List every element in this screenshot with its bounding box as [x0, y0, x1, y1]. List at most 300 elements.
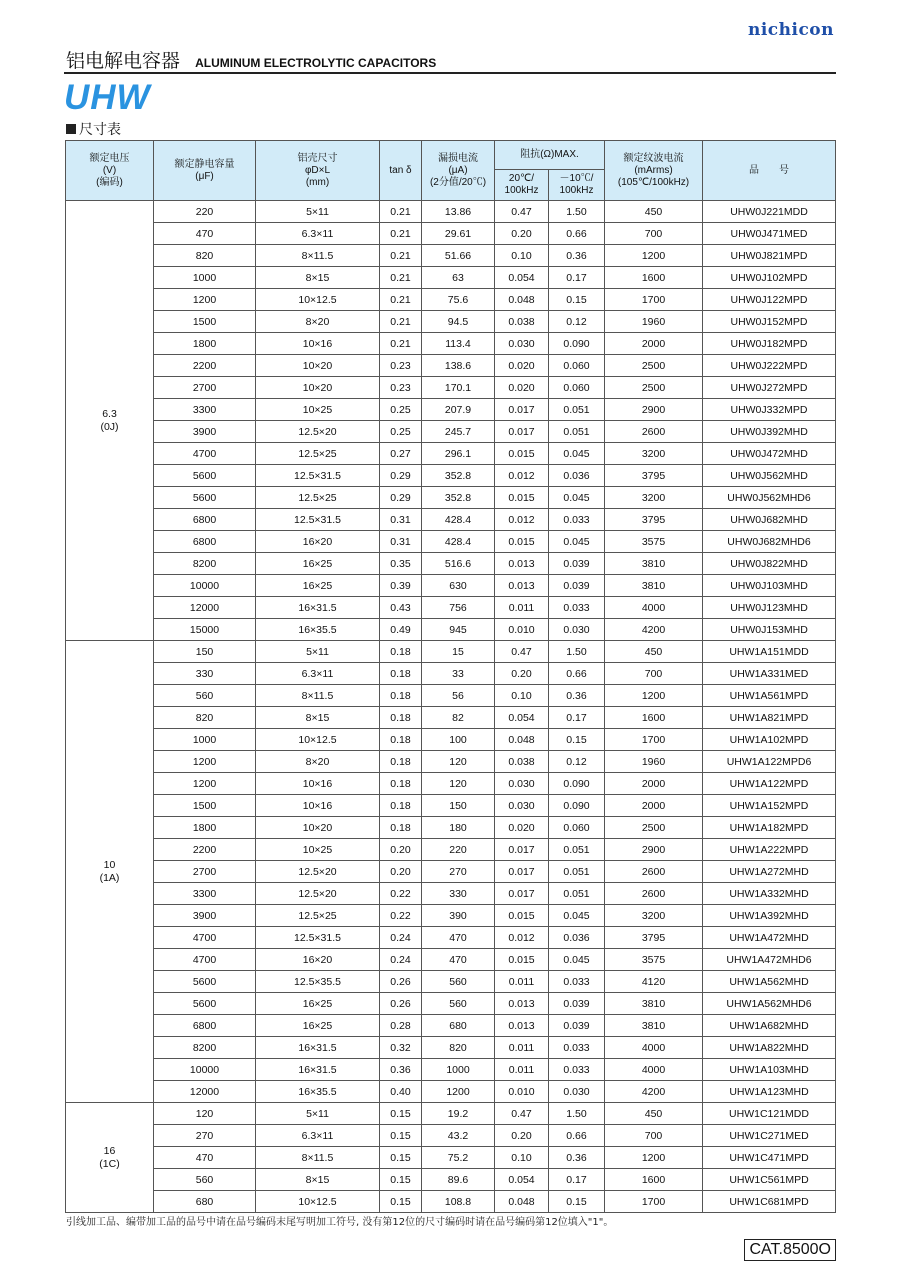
ripple-current-cell: 2000: [605, 795, 703, 817]
capacitance-cell: 1800: [154, 333, 256, 355]
voltage-value: 16: [103, 1144, 116, 1157]
table-row: [66, 795, 836, 817]
table-row: [66, 685, 836, 707]
impedance-minus10c-cell: 0.051: [549, 421, 605, 443]
impedance-20c-cell: 0.015: [495, 531, 549, 553]
impedance-minus10c-cell: 0.030: [549, 1081, 605, 1103]
impedance-20c-cell: 0.47: [495, 641, 549, 663]
table-row: [66, 619, 836, 641]
leakage-current-cell: 330: [422, 883, 495, 905]
case-size-cell: 10×25: [256, 399, 380, 421]
capacitance-cell: 4700: [154, 949, 256, 971]
ripple-current-cell: 1600: [605, 1169, 703, 1191]
table-row: [66, 487, 836, 509]
leakage-current-cell: 428.4: [422, 531, 495, 553]
capacitance-cell: 220: [154, 201, 256, 223]
capacitance-cell: 5600: [154, 465, 256, 487]
tan-delta-cell: 0.24: [380, 949, 422, 971]
tan-delta-cell: 0.21: [380, 267, 422, 289]
case-size-cell: 12.5×20: [256, 883, 380, 905]
tan-delta-cell: 0.18: [380, 795, 422, 817]
col-header-ripple: 额定纹波电流 (mArms) (105℃/100kHz): [605, 141, 703, 201]
part-number-cell: UHW1C271MED: [703, 1125, 836, 1147]
case-size-cell: 8×11.5: [256, 685, 380, 707]
ripple-current-cell: 2900: [605, 399, 703, 421]
capacitance-cell: 5600: [154, 993, 256, 1015]
ripple-current-cell: 2500: [605, 377, 703, 399]
capacitance-cell: 680: [154, 1191, 256, 1213]
part-number-cell: UHW1C121MDD: [703, 1103, 836, 1125]
part-number-cell: UHW1A392MHD: [703, 905, 836, 927]
capacitance-cell: 3900: [154, 421, 256, 443]
ripple-current-cell: 1700: [605, 289, 703, 311]
leakage-current-cell: 19.2: [422, 1103, 495, 1125]
case-size-cell: 8×15: [256, 1169, 380, 1191]
impedance-minus10c-cell: 0.36: [549, 685, 605, 707]
ripple-current-cell: 2000: [605, 333, 703, 355]
ripple-current-cell: 4120: [605, 971, 703, 993]
leakage-current-cell: 220: [422, 839, 495, 861]
impedance-minus10c-cell: 0.039: [549, 553, 605, 575]
leakage-current-cell: 75.2: [422, 1147, 495, 1169]
case-size-cell: 16×25: [256, 553, 380, 575]
case-size-cell: 16×31.5: [256, 1037, 380, 1059]
case-size-cell: 5×11: [256, 201, 380, 223]
tan-delta-cell: 0.29: [380, 487, 422, 509]
voltage-code: (0J): [100, 420, 119, 433]
impedance-minus10c-cell: 0.036: [549, 927, 605, 949]
voltage-code: (1C): [99, 1157, 120, 1170]
case-size-cell: 16×20: [256, 949, 380, 971]
case-size-cell: 5×11: [256, 1103, 380, 1125]
case-size-cell: 6.3×11: [256, 1125, 380, 1147]
tan-delta-cell: 0.31: [380, 531, 422, 553]
tan-delta-cell: 0.36: [380, 1059, 422, 1081]
case-size-cell: 8×20: [256, 751, 380, 773]
case-size-cell: 10×20: [256, 377, 380, 399]
leakage-current-cell: 51.66: [422, 245, 495, 267]
part-number-cell: UHW0J562MHD: [703, 465, 836, 487]
impedance-20c-cell: 0.015: [495, 487, 549, 509]
part-number-cell: UHW1A562MHD6: [703, 993, 836, 1015]
part-number-cell: UHW1C471MPD: [703, 1147, 836, 1169]
impedance-minus10c-cell: 0.030: [549, 619, 605, 641]
capacitance-cell: 4700: [154, 443, 256, 465]
impedance-minus10c-cell: 0.090: [549, 773, 605, 795]
impedance-20c-cell: 0.10: [495, 685, 549, 707]
part-number-cell: UHW1A332MHD: [703, 883, 836, 905]
col-header-impedance: 阻抗(Ω)MAX.: [495, 141, 605, 170]
impedance-minus10c-cell: 0.36: [549, 1147, 605, 1169]
impedance-20c-cell: 0.020: [495, 377, 549, 399]
impedance-20c-cell: 0.012: [495, 509, 549, 531]
impedance-minus10c-cell: 0.15: [549, 289, 605, 311]
voltage-group-cell: [66, 201, 154, 641]
case-size-cell: 12.5×31.5: [256, 465, 380, 487]
capacitance-cell: 1200: [154, 773, 256, 795]
impedance-minus10c-cell: 0.15: [549, 1191, 605, 1213]
case-size-cell: 12.5×20: [256, 421, 380, 443]
capacitance-cell: 12000: [154, 1081, 256, 1103]
part-number-cell: UHW0J682MHD: [703, 509, 836, 531]
impedance-20c-cell: 0.048: [495, 1191, 549, 1213]
part-number-cell: UHW1A151MDD: [703, 641, 836, 663]
ripple-current-cell: 3810: [605, 575, 703, 597]
table-row: [66, 465, 836, 487]
impedance-minus10c-cell: 0.051: [549, 861, 605, 883]
table-row: [66, 817, 836, 839]
table-row: [66, 773, 836, 795]
leakage-current-cell: 75.6: [422, 289, 495, 311]
leakage-current-cell: 94.5: [422, 311, 495, 333]
impedance-minus10c-cell: 0.033: [549, 1037, 605, 1059]
impedance-minus10c-cell: 0.060: [549, 817, 605, 839]
impedance-minus10c-cell: 0.060: [549, 377, 605, 399]
case-size-cell: 10×12.5: [256, 289, 380, 311]
table-row: [66, 333, 836, 355]
capacitance-cell: 3300: [154, 399, 256, 421]
case-size-cell: 12.5×25: [256, 487, 380, 509]
voltage-value: 10: [103, 858, 116, 871]
impedance-minus10c-cell: 1.50: [549, 1103, 605, 1125]
impedance-20c-cell: 0.47: [495, 1103, 549, 1125]
tan-delta-cell: 0.18: [380, 663, 422, 685]
table-row: [66, 905, 836, 927]
tan-delta-cell: 0.25: [380, 399, 422, 421]
part-number-cell: UHW1A562MHD: [703, 971, 836, 993]
impedance-20c-cell: 0.011: [495, 1037, 549, 1059]
impedance-20c-cell: 0.010: [495, 619, 549, 641]
capacitance-cell: 10000: [154, 1059, 256, 1081]
voltage-value: 6.3: [102, 407, 117, 420]
capacitance-cell: 470: [154, 223, 256, 245]
impedance-20c-cell: 0.017: [495, 421, 549, 443]
table-row: [66, 355, 836, 377]
impedance-minus10c-cell: 0.036: [549, 465, 605, 487]
part-number-cell: UHW0J102MPD: [703, 267, 836, 289]
part-number-cell: UHW1C681MPD: [703, 1191, 836, 1213]
case-size-cell: 10×25: [256, 839, 380, 861]
leakage-current-cell: 1200: [422, 1081, 495, 1103]
part-number-cell: UHW1A272MHD: [703, 861, 836, 883]
case-size-cell: 16×35.5: [256, 1081, 380, 1103]
leakage-current-cell: 100: [422, 729, 495, 751]
square-bullet-icon: [66, 124, 76, 134]
case-size-cell: 12.5×25: [256, 443, 380, 465]
part-number-cell: UHW1A821MPD: [703, 707, 836, 729]
capacitance-cell: 6800: [154, 1015, 256, 1037]
capacitance-cell: 470: [154, 1147, 256, 1169]
part-number-cell: UHW1C561MPD: [703, 1169, 836, 1191]
leakage-current-cell: 756: [422, 597, 495, 619]
table-row: [66, 443, 836, 465]
impedance-minus10c-cell: 0.66: [549, 663, 605, 685]
part-number-cell: UHW1A222MPD: [703, 839, 836, 861]
ripple-current-cell: 1960: [605, 311, 703, 333]
tan-delta-cell: 0.31: [380, 509, 422, 531]
table-row: [66, 751, 836, 773]
capacitance-cell: 6800: [154, 531, 256, 553]
capacitance-cell: 4700: [154, 927, 256, 949]
leakage-current-cell: 180: [422, 817, 495, 839]
table-row: [66, 641, 836, 663]
impedance-20c-cell: 0.013: [495, 553, 549, 575]
part-number-cell: UHW1A331MED: [703, 663, 836, 685]
leakage-current-cell: 56: [422, 685, 495, 707]
col-header-case-size: 铝壳尺寸 φD×L (mm): [256, 141, 380, 201]
part-number-cell: UHW0J221MDD: [703, 201, 836, 223]
ripple-current-cell: 700: [605, 663, 703, 685]
capacitance-cell: 820: [154, 245, 256, 267]
tan-delta-cell: 0.15: [380, 1147, 422, 1169]
part-number-cell: UHW0J822MHD: [703, 553, 836, 575]
table-header: [66, 141, 836, 201]
impedance-20c-cell: 0.020: [495, 355, 549, 377]
ripple-current-cell: 4000: [605, 1037, 703, 1059]
impedance-minus10c-cell: 0.17: [549, 707, 605, 729]
impedance-minus10c-cell: 0.17: [549, 267, 605, 289]
part-number-cell: UHW0J103MHD: [703, 575, 836, 597]
impedance-20c-cell: 0.017: [495, 883, 549, 905]
case-size-cell: 16×20: [256, 531, 380, 553]
voltage-code: (1A): [99, 871, 120, 884]
impedance-minus10c-cell: 0.045: [549, 443, 605, 465]
impedance-20c-cell: 0.030: [495, 773, 549, 795]
table-row: [66, 1081, 836, 1103]
impedance-minus10c-cell: 0.090: [549, 795, 605, 817]
case-size-cell: 12.5×35.5: [256, 971, 380, 993]
impedance-minus10c-cell: 0.66: [549, 1125, 605, 1147]
capacitance-cell: 270: [154, 1125, 256, 1147]
impedance-minus10c-cell: 0.039: [549, 1015, 605, 1037]
leakage-current-cell: 82: [422, 707, 495, 729]
ripple-current-cell: 4000: [605, 1059, 703, 1081]
case-size-cell: 6.3×11: [256, 663, 380, 685]
part-number-cell: UHW1A822MHD: [703, 1037, 836, 1059]
tan-delta-cell: 0.43: [380, 597, 422, 619]
impedance-20c-cell: 0.038: [495, 751, 549, 773]
ripple-current-cell: 4200: [605, 1081, 703, 1103]
capacitance-cell: 8200: [154, 553, 256, 575]
impedance-20c-cell: 0.015: [495, 905, 549, 927]
tan-delta-cell: 0.49: [380, 619, 422, 641]
leakage-current-cell: 15: [422, 641, 495, 663]
capacitance-cell: 560: [154, 1169, 256, 1191]
capacitance-cell: 5600: [154, 971, 256, 993]
ripple-current-cell: 450: [605, 641, 703, 663]
table-row: [66, 575, 836, 597]
col-header-part-number: 品 号: [703, 141, 836, 201]
ripple-current-cell: 4200: [605, 619, 703, 641]
part-number-cell: UHW0J222MPD: [703, 355, 836, 377]
ripple-current-cell: 3810: [605, 1015, 703, 1037]
capacitance-cell: 10000: [154, 575, 256, 597]
table-row: [66, 861, 836, 883]
impedance-20c-cell: 0.47: [495, 201, 549, 223]
table-row: [66, 399, 836, 421]
impedance-minus10c-cell: 0.039: [549, 993, 605, 1015]
impedance-minus10c-cell: 0.033: [549, 1059, 605, 1081]
tan-delta-cell: 0.40: [380, 1081, 422, 1103]
case-size-cell: 16×25: [256, 575, 380, 597]
table-row: [66, 707, 836, 729]
case-size-cell: 16×31.5: [256, 1059, 380, 1081]
capacitance-cell: 560: [154, 685, 256, 707]
ripple-current-cell: 1960: [605, 751, 703, 773]
table-row: [66, 663, 836, 685]
tan-delta-cell: 0.18: [380, 707, 422, 729]
impedance-20c-cell: 0.20: [495, 1125, 549, 1147]
capacitance-cell: 1500: [154, 795, 256, 817]
tan-delta-cell: 0.35: [380, 553, 422, 575]
ripple-current-cell: 450: [605, 1103, 703, 1125]
impedance-minus10c-cell: 0.051: [549, 883, 605, 905]
capacitance-cell: 1500: [154, 311, 256, 333]
case-size-cell: 12.5×31.5: [256, 927, 380, 949]
table-row: [66, 289, 836, 311]
ripple-current-cell: 4000: [605, 597, 703, 619]
leakage-current-cell: 470: [422, 949, 495, 971]
part-number-cell: UHW0J123MHD: [703, 597, 836, 619]
ripple-current-cell: 1200: [605, 245, 703, 267]
table-row: [66, 421, 836, 443]
case-size-cell: 8×15: [256, 267, 380, 289]
ripple-current-cell: 2600: [605, 421, 703, 443]
tan-delta-cell: 0.20: [380, 839, 422, 861]
leakage-current-cell: 352.8: [422, 487, 495, 509]
table-row: [66, 377, 836, 399]
part-number-cell: UHW0J392MHD: [703, 421, 836, 443]
leakage-current-cell: 390: [422, 905, 495, 927]
leakage-current-cell: 63: [422, 267, 495, 289]
voltage-group-cell: [66, 1103, 154, 1213]
table-row: [66, 1125, 836, 1147]
leakage-current-cell: 29.61: [422, 223, 495, 245]
impedance-20c-cell: 0.012: [495, 927, 549, 949]
leakage-current-cell: 352.8: [422, 465, 495, 487]
tan-delta-cell: 0.18: [380, 773, 422, 795]
case-size-cell: 10×20: [256, 355, 380, 377]
leakage-current-cell: 516.6: [422, 553, 495, 575]
leakage-current-cell: 33: [422, 663, 495, 685]
col-header-impedance-20c: 20℃/ 100kHz: [495, 170, 549, 201]
case-size-cell: 5×11: [256, 641, 380, 663]
table-row: [66, 311, 836, 333]
capacitance-cell: 1800: [154, 817, 256, 839]
table-body: [66, 201, 836, 1213]
case-size-cell: 12.5×25: [256, 905, 380, 927]
capacitance-cell: 15000: [154, 619, 256, 641]
page-title-english: ALUMINUM ELECTROLYTIC CAPACITORS: [195, 56, 437, 70]
table-row: [66, 1147, 836, 1169]
leakage-current-cell: 138.6: [422, 355, 495, 377]
capacitance-cell: 6800: [154, 509, 256, 531]
leakage-current-cell: 270: [422, 861, 495, 883]
col-header-tan-delta: tan δ: [380, 141, 422, 201]
tan-delta-cell: 0.15: [380, 1169, 422, 1191]
table-row: [66, 1169, 836, 1191]
tan-delta-cell: 0.25: [380, 421, 422, 443]
impedance-20c-cell: 0.030: [495, 333, 549, 355]
impedance-minus10c-cell: 0.17: [549, 1169, 605, 1191]
ripple-current-cell: 3575: [605, 949, 703, 971]
table-row: [66, 927, 836, 949]
part-number-cell: UHW0J182MPD: [703, 333, 836, 355]
part-number-cell: UHW1A472MHD: [703, 927, 836, 949]
dimension-table: [65, 140, 836, 1213]
part-number-cell: UHW0J821MPD: [703, 245, 836, 267]
part-number-cell: UHW1A122MPD: [703, 773, 836, 795]
impedance-minus10c-cell: 0.051: [549, 839, 605, 861]
capacitance-cell: 12000: [154, 597, 256, 619]
ripple-current-cell: 2600: [605, 883, 703, 905]
ripple-current-cell: 3810: [605, 993, 703, 1015]
tan-delta-cell: 0.18: [380, 751, 422, 773]
impedance-20c-cell: 0.048: [495, 289, 549, 311]
tan-delta-cell: 0.20: [380, 861, 422, 883]
table-row: [66, 729, 836, 751]
table-row: [66, 223, 836, 245]
leakage-current-cell: 630: [422, 575, 495, 597]
impedance-20c-cell: 0.011: [495, 1059, 549, 1081]
tan-delta-cell: 0.21: [380, 201, 422, 223]
page-title-chinese: 铝电解电容器: [66, 50, 181, 72]
impedance-minus10c-cell: 0.66: [549, 223, 605, 245]
tan-delta-cell: 0.18: [380, 685, 422, 707]
impedance-minus10c-cell: 0.045: [549, 905, 605, 927]
tan-delta-cell: 0.23: [380, 377, 422, 399]
impedance-20c-cell: 0.20: [495, 663, 549, 685]
impedance-20c-cell: 0.017: [495, 861, 549, 883]
series-name: UHW: [64, 78, 151, 117]
catalog-number: CAT.8500O: [744, 1239, 836, 1261]
ripple-current-cell: 3795: [605, 465, 703, 487]
impedance-minus10c-cell: 0.033: [549, 509, 605, 531]
impedance-20c-cell: 0.017: [495, 399, 549, 421]
tan-delta-cell: 0.24: [380, 927, 422, 949]
impedance-minus10c-cell: 0.045: [549, 531, 605, 553]
case-size-cell: 16×31.5: [256, 597, 380, 619]
ripple-current-cell: 3795: [605, 509, 703, 531]
impedance-20c-cell: 0.015: [495, 443, 549, 465]
leakage-current-cell: 13.86: [422, 201, 495, 223]
ripple-current-cell: 1600: [605, 707, 703, 729]
ripple-current-cell: 3575: [605, 531, 703, 553]
part-number-cell: UHW0J562MHD6: [703, 487, 836, 509]
capacitance-cell: 5600: [154, 487, 256, 509]
ripple-current-cell: 3200: [605, 487, 703, 509]
leakage-current-cell: 296.1: [422, 443, 495, 465]
ripple-current-cell: 1600: [605, 267, 703, 289]
impedance-20c-cell: 0.013: [495, 993, 549, 1015]
tan-delta-cell: 0.18: [380, 729, 422, 751]
table-row: [66, 1037, 836, 1059]
leakage-current-cell: 945: [422, 619, 495, 641]
leakage-current-cell: 89.6: [422, 1169, 495, 1191]
section-label-text: 尺寸表: [79, 122, 121, 138]
title-divider: [64, 72, 836, 74]
part-number-cell: UHW0J682MHD6: [703, 531, 836, 553]
capacitance-cell: 2200: [154, 355, 256, 377]
part-number-cell: UHW0J272MPD: [703, 377, 836, 399]
part-number-cell: UHW1A122MPD6: [703, 751, 836, 773]
case-size-cell: 12.5×20: [256, 861, 380, 883]
capacitance-cell: 120: [154, 1103, 256, 1125]
table-row: [66, 553, 836, 575]
case-size-cell: 10×16: [256, 773, 380, 795]
case-size-cell: 16×35.5: [256, 619, 380, 641]
case-size-cell: 6.3×11: [256, 223, 380, 245]
